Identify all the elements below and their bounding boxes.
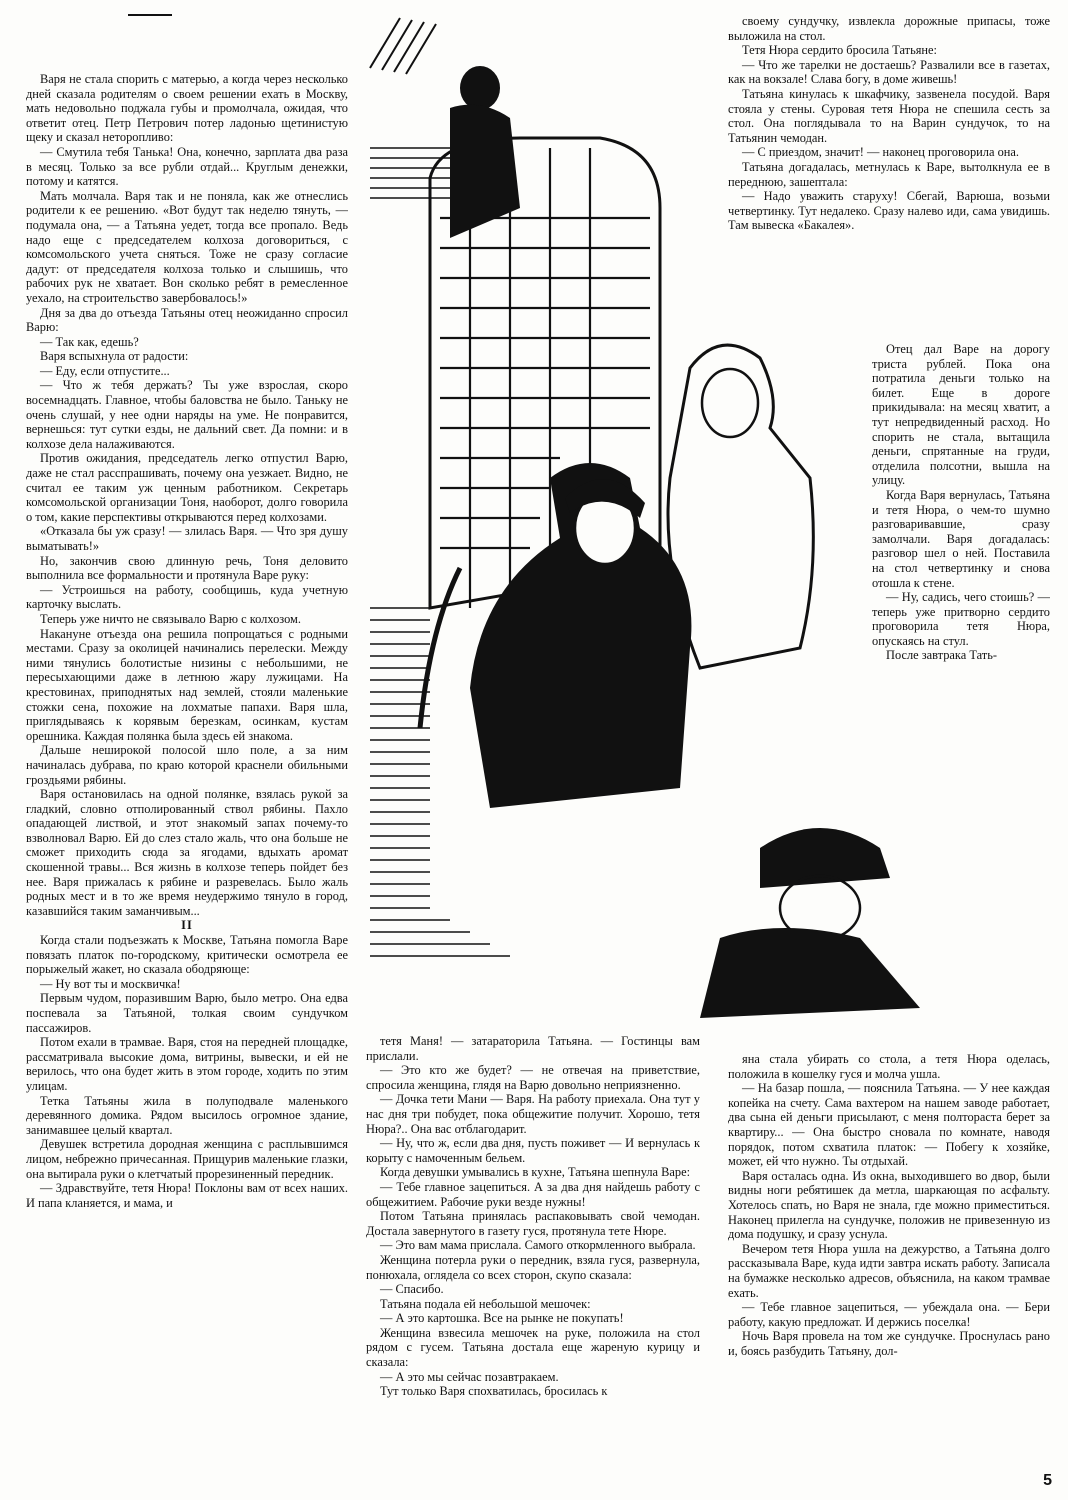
- text-column-middle: [366, 1034, 700, 1474]
- paragraph: Девушек встретила дородная женщина с расплывшимся лицом, небрежно причесанная. Прищурив маленькие глазки, она вытирала руки о клетчатый прорезиненный передник.: [26, 1137, 348, 1181]
- paragraph: Потом ехали в трамвае. Варя, стоя на передней площадке, рассматривала высокие дома, витрины, вывески, и ей не верилось, что она будет жить в этом городе, ходить по этим улицам.: [26, 1035, 348, 1093]
- paragraph: Против ожидания, председатель легко отпустил Варю, даже не стал расспрашивать, почему она уезжает. Видно, не считал ее таким уж ценным работником. Секретарь комсомольской организации Тоня, наоборот, долго говорила о том, какие перспективы открываются перед колхозами.: [26, 451, 348, 524]
- paragraph: Когда стали подъезжать к Москве, Татьяна помогла Варе повязать платок по-городскому, критически осмотрела ее порыжелый жакет, но сказала ободряюще:: [26, 933, 348, 977]
- paragraph: Но, закончив свою длинную речь, Тоня деловито выполнила все формальности и протянула Варе руку:: [26, 553, 348, 583]
- paragraph: — Устроишься на работу, сообщишь, куда учетную карточку выслать.: [26, 582, 348, 612]
- paragraph: Дальше неширокой полосой шло поле, а за ним начиналась дубрава, по краю которой краснели обильными гроздьями рябины.: [26, 743, 348, 787]
- paragraph: Когда девушки умывались в кухне, Татьяна шепнула Варе:: [380, 1165, 691, 1180]
- paragraph: Вечером тетя Нюра ушла на дежурство, а Татьяна долго рассказывала Варе, куда идти завтра искать работу. Записала на бумажке несколько адресов, объяснила, на каком трамвае ехать.: [728, 1241, 1050, 1300]
- header-rule: [128, 14, 172, 16]
- illustration-icon: [360, 8, 920, 1028]
- paragraph: тетя Маня! — затараторила Татьяна. — Гостинцы вам прислали.: [366, 1034, 700, 1063]
- text-column-left: [26, 72, 348, 1492]
- paragraph: Отец дал Варе на дорогу триста рублей. Пока она потратила деньги только на билет. Еще в дороге прикидывала: на месяц хватит, а тут непредвиденный расход. Но спорить не стала, вытащила деньги, спрятанные на груди, отделила полсотни, вышла на улицу.: [872, 342, 1050, 488]
- paragraph: Варя вспыхнула от радости:: [40, 349, 189, 364]
- page-number: 5: [1043, 1472, 1052, 1489]
- paragraph: — На базар пошла, — пояснила Татьяна. — У нее каждая копейка на счету. Сама вахтером на нашем заводе работает, два сына ей деньги присылают, с меня полтораста берет за квартиру... — Она быстро сновала по комнате, наводя порядок, потом схватила платок: — Побегу к хозяйке, может, ей что нужно. Ты отдыхай.: [728, 1081, 1050, 1169]
- paragraph: Потом Татьяна принялась распаковывать свой чемодан. Достала завернутого в газету гуся, протянула тете Нюре.: [366, 1209, 700, 1238]
- paragraph: — Надо уважить старуху! Сбегай, Варюша, возьми четвертинку. Тут недалеко. Сразу налево иди, сама увидишь. Там вывеска «Бакалея».: [728, 189, 1050, 233]
- paragraph: Варя остановилась на одной полянке, взялась рукой за гладкий, словно отполированный ствол рябины. Пахло опадающей листвой, и этот знакомый запах почему-то взволновал Варю. Ей до слез стало жаль, что она больше не сможет приходить сюда за ягодами, вдыхать аромат скошенной травы... Вся жизнь в колхозе теперь пойдет без нее. Варя прижалась к рябине и разревелась. Было жаль родных мест и в то же время неудержимо тянуло в город, казавшийся таким заманчивым...: [26, 787, 348, 918]
- paragraph: — Спасибо.: [380, 1282, 444, 1297]
- paragraph: — Что же тарелки не достаешь? Развалили все в газетах, как на вокзале! Слава богу, в доме живешь!: [728, 57, 1050, 87]
- paragraph: — Еду, если отпустите...: [40, 363, 170, 378]
- paragraph: Первым чудом, поразившим Варю, было метро. Она едва поспевала за Татьяной, толкая своим сундучком пассажиров.: [26, 991, 348, 1035]
- paragraph: «Отказала бы уж сразу! — злилась Варя. — Что зря душу выматывать!»: [26, 524, 348, 553]
- paragraph: — Тебе главное зацепиться, — убеждала она. — Бери работу, какую предложат. И держись поселка!: [728, 1300, 1050, 1329]
- chapter-number: II: [181, 918, 193, 933]
- paragraph: — Это кто же будет? — не отвечая на приветствие, спросила женщина, глядя на Варю довольно неприязненно.: [366, 1063, 700, 1092]
- paragraph: Женщина потерла руки о передник, взяла гуся, развернула, понюхала, оглядела со всех сторон, скупо сказала:: [366, 1252, 700, 1282]
- paragraph: — Это вам мама прислала. Самого откормленного выбрала.: [380, 1238, 696, 1253]
- paragraph: — Так как, едешь?: [40, 334, 139, 349]
- paragraph: После завтрака Тать-: [886, 648, 997, 663]
- paragraph: — А это мы сейчас позавтракаем.: [380, 1369, 559, 1384]
- paragraph: — Здравствуйте, тетя Нюра! Поклоны вам от всех наших. И папа кланяется, и мама, и: [26, 1181, 348, 1210]
- paragraph: Теперь уже ничто не связывало Варю с колхозом.: [40, 611, 301, 626]
- paragraph: — А это картошка. Все на рынке не покупать!: [380, 1311, 624, 1326]
- paragraph: Татьяна подала ей небольшой мешочек:: [380, 1296, 591, 1311]
- paragraph: Ночь Варя провела на том же сундучке. Проснулась рано и, боясь разбудить Татьяну, дол-: [728, 1329, 1050, 1358]
- paragraph: — Смутила тебя Танька! Она, конечно, зарплата два раза в месяц. Только за все рубли отдай... Круглым денежки, потому и катятся.: [26, 144, 348, 189]
- paragraph: Накануне отъезда она решила попрощаться с родными местами. Сразу за околицей начинались перелески. Между ними тянулись болотистые низины с небольшими, не пересыхающими даже в летнюю жару лужицами. На крестовинах, приподнятых над землей, стояли маленькие стожки сена, похожие на лохматые папахи. Варя шла, приглядываясь к корявым березкам, осинкам, кустам орешника. Каждая полянка была здесь ей знакома.: [26, 626, 348, 743]
- paragraph: Варя осталась одна. Из окна, выходившего во двор, были видны ноги ребятишек да метла, шаркающая по асфальту. Хотелось спать, но Варя не знала, где можно приместиться. Наконец прилегла на сундучке, положив не привезенную из дома подушку, и сразу уснула.: [728, 1168, 1050, 1242]
- paragraph: Дня за два до отъезда Татьяны отец неожиданно спросил Варю:: [26, 305, 348, 335]
- paragraph: Тут только Варя спохватилась, бросилась к: [380, 1384, 608, 1399]
- paragraph: — Ну, садись, чего стоишь? — теперь уже притворно сердито проговорила тетя Нюра, опускаясь на стул.: [872, 590, 1050, 648]
- paragraph: Татьяна кинулась к шкафчику, зазвенела посудой. Варя стояла у стены. Суровая тетя Нюра не спешила сесть за стол. Она поглядывала то на Варин сундучок, то на Татьянин чемодан.: [728, 86, 1050, 145]
- paragraph: — Ну, что ж, если два дня, пусть поживет — И вернулась к корыту с намоченным бельем.: [366, 1136, 700, 1165]
- paragraph: яна стала убирать со стола, а тетя Нюра оделась, положила в кошелку гуся и молча ушла.: [728, 1052, 1050, 1081]
- paragraph: — Ну вот ты и москвичка!: [40, 976, 181, 991]
- paragraph: Женщина взвесила мешочек на руке, положила на стол рядом с гусем. Татьяна достала еще жареную курицу и сказала:: [366, 1325, 700, 1370]
- paragraph: Когда Варя вернулась, Татьяна и тетя Нюра, о чем-то шумно разговаривавшие, сразу замолчали. Варя догадалась: разговор шел о ней. Поставила на стол четвертинку и снова отошла к стене.: [872, 487, 1050, 590]
- paragraph: Тетка Татьяны жила в полуподвале маленького деревянного домика. Рядом высилось огромное здание, занимавшее целый квартал.: [26, 1093, 348, 1137]
- paragraph: — Дочка тети Мани — Варя. На работу приехала. Она тут у нас дня три побудет, пока общежитие получит. Хорошо, тетя Нюра?.. Она вас отблагодарит.: [366, 1092, 700, 1136]
- paragraph: — С приездом, значит! — наконец проговорила она.: [742, 145, 1020, 160]
- paragraph: Тетя Нюра сердито бросила Татьяне:: [742, 43, 937, 58]
- paragraph: своему сундучку, извлекла дорожные припасы, тоже выложила на стол.: [728, 14, 1050, 43]
- paragraph: Мать молчала. Варя так и не поняла, как же отнеслись родители к ее решению. «Вот будут так неделю тянуть, — подумала она, — а Татьяна уедет, тогда все пропало. Ведь надо еще с председателем колхоза договориться, с комсомольского учета сняться. Тоже не сразу согласие дадут: от председателя колхоза только и слышишь, что рабочих рук не хватает. Вон сколько ребят в ремесленное уехало, на строительство завербовалось!»: [26, 188, 348, 305]
- paragraph: — Тебе главное зацепиться. А за два дня найдешь работу с общежитием. Рабочие руки везде нужны!: [366, 1179, 700, 1209]
- paragraph: — Что ж тебя держать? Ты уже взрослая, скоро восемнадцать. Главное, чтобы баловства не было. Таньку не очень слушай, у нее одни наряды на уме. Не понравится, вернешься: тут сутки езды, не дальний свет. Да помни: и в колхозе дела налаживаются.: [26, 378, 348, 451]
- paragraph: Татьяна догадалась, метнулась к Варе, вытолкнула ее в переднюю, зашептала:: [728, 159, 1050, 189]
- paragraph: Варя не стала спорить с матерью, а когда через несколько дней сказала родителям о своем решении ехать в Москву, мать недовольно поджала губы и промолчала, ожидая, что ответит отец. Петр Петрович потер ладонью щетинистую щеку и сказал неторопливо:: [26, 72, 348, 145]
- text-column-right-bottom: [728, 1052, 1050, 1472]
